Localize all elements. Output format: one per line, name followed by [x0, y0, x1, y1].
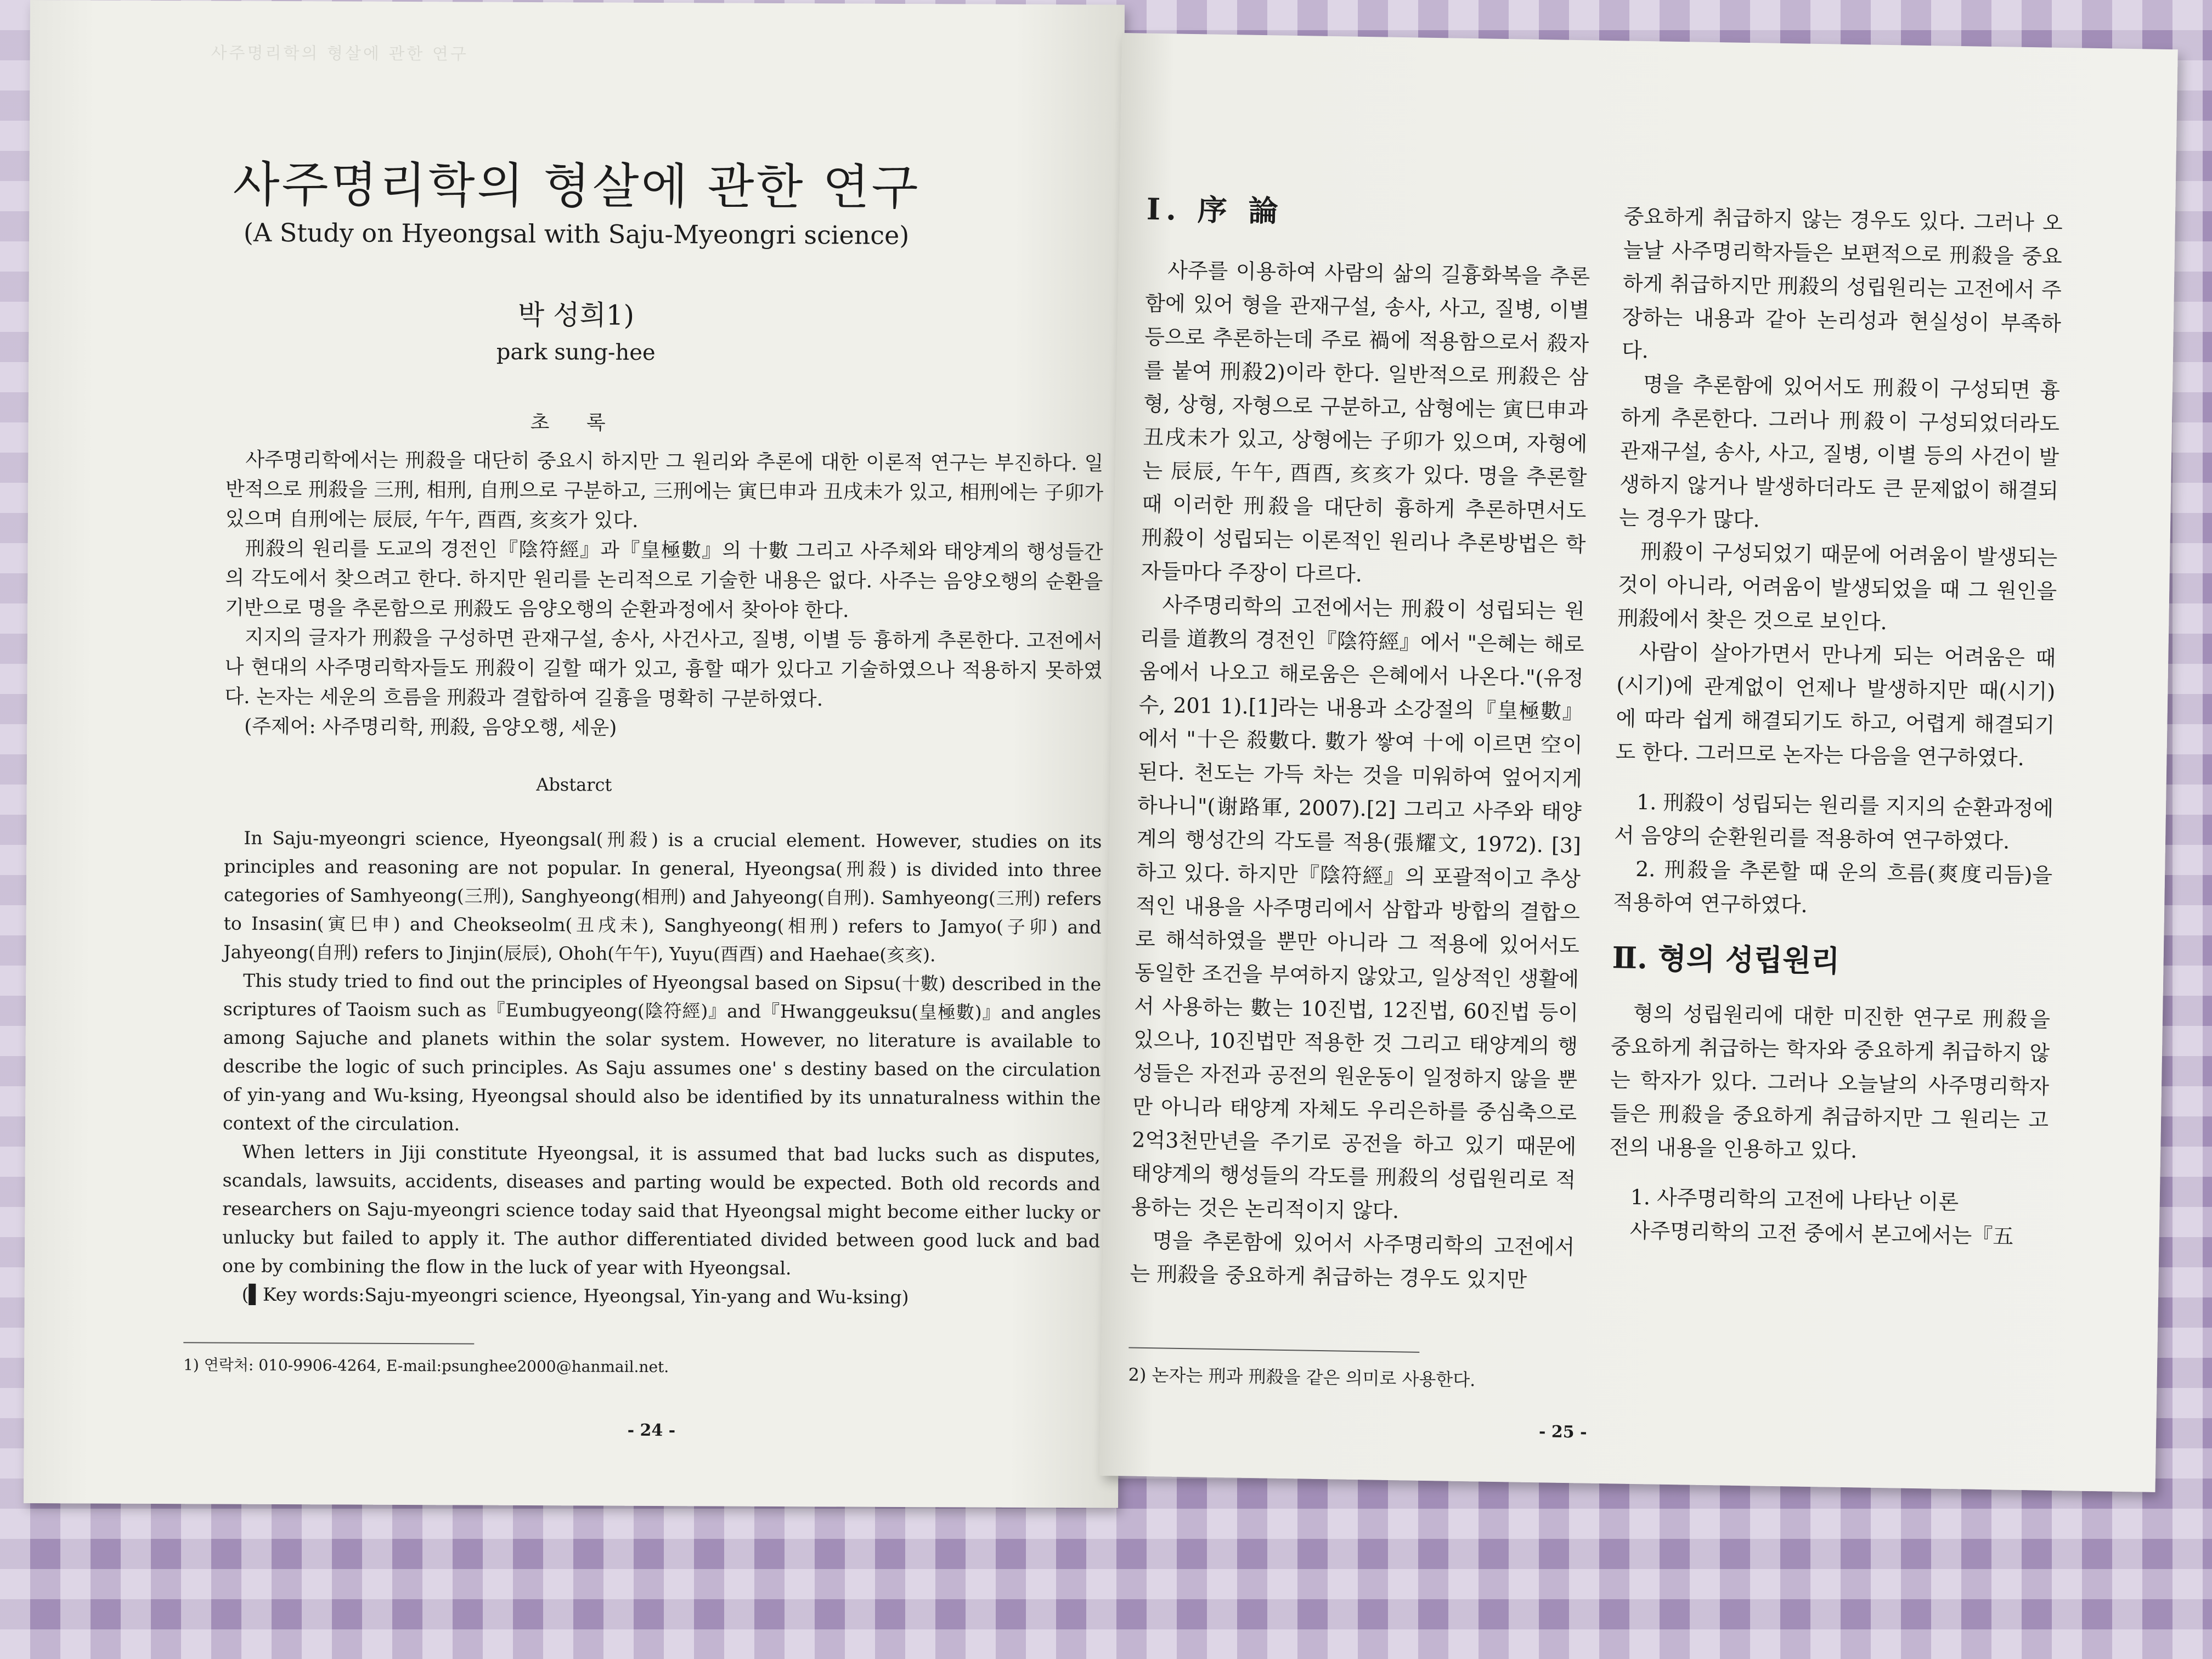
body-paragraph: 명을 추론함에 있어서도 刑殺이 구성되면 흉하게 추론한다. 그러나 刑殺이 구성되었더라도 관재구설, 송사, 사고, 질병, 이별 등의 사건이 발생하지 않거나 발생하더라도 큰 문제없이 해결되는 경우가 많다.	[1618, 372, 2061, 532]
show-through-header: 사주명리학의 형살에 관한 연구	[211, 43, 469, 64]
right-page	[1099, 33, 2178, 1492]
paper-title: 사주명리학의 형살에 관한 연구	[233, 156, 921, 216]
section-heading-2: Ⅱ. 형의 성립원리	[1612, 940, 1840, 979]
body-paragraph: 형의 성립원리에 대한 미진한 연구로 刑殺을 중요하게 취급하는 학자와 중요하게 취급하지 않는 학자가 있다. 그러나 오늘날의 사주명리학자들은 刑殺을 중요하게 취급하지만 그 원리는 고전의 내용을 인용하고 있다.	[1609, 1001, 2051, 1163]
abstract-en-paragraph: When letters in Jiji constitute Hyeongsal, it is assumed that bad lucks such as disputes, scandals, lawsuits, accidents, diseases and parting would be expected. Both old records and researchers on Saju-myeongri science today said that Hyeongsal might become either lucky or unlucky but failed to apply it. The author differentiated divided between good luck and bad one by combining the flow in the luck of year with Hyeongsal.	[222, 1141, 1101, 1279]
body-paragraph: 사람이 살아가면서 만나게 되는 어려움은 때(시기)에 관계없이 언제나 발생하지만 때(시기)에 따라 쉽게 해결되기도 하고, 어렵게 해결되기도 한다. 그러므로 논자는 다음을 연구하였다.	[1615, 639, 2056, 770]
abstract-en-paragraph: This study tried to find out the principles of Hyeongsal based on Sipsu(十數) described in the scriptures of Taoism such as『Eumbugyeong(陰符經)』and『Hwanggeuksu(皇極數)』and angles among Sajuche and planets within the solar system. However, no literature is available to describe the logic of such principles. As Saju assumes one' s destiny based on the circulation of yin-yang and Wu-ksing, Hyeongsal should also be identified by its unnaturalness within the context of the circulation.	[222, 969, 1102, 1135]
author-name: 박 성희1)	[517, 298, 635, 331]
abstract-en-paragraph: In Saju-myeongri science, Hyeongsal(刑殺) is a crucial element. However, studies on its principles and reasoning are not popular. In general, Hyeongsa(刑殺) is divided into three categories of Samhyeong(三刑), Sanghyeong(相刑) and Jahyeong(自刑). Samhyeong(三刑) refers to Insasin(寅巳申) and Cheokseolm(丑戌未), Sanghyeong(相刑) refers to Jamyo(子卯) and Jahyeong(自刑) refers to Jinjin(辰辰), Ohoh(午午), Yuyu(酉酉) and Haehae(亥亥).	[223, 827, 1102, 966]
paper-subtitle: (A Study on Hyeongsal with Saju-Myeongri science)	[243, 217, 910, 250]
column-2	[1607, 200, 2063, 1254]
abstract-paragraph: 지지의 글자가 刑殺을 구성하면 관재구설, 송사, 사건사고, 질병, 이별 등 흉하게 추론한다. 고전에서나 현대의 사주명리학자들도 刑殺이 길할 때가 있고, 흉할 때가 있다고 기술하였으나 적용하지 못하였다. 논자는 세운의 흐름을 刑殺과 결합하여 길흉을 명확히 구분하였다.	[224, 626, 1103, 711]
footnote-rule	[1128, 1347, 1419, 1352]
subsection-heading: 1. 사주명리학의 고전에 나타난 이론	[1630, 1184, 1959, 1215]
abstract-en-heading: Abstarct	[536, 774, 612, 795]
abstract-heading: 초 록	[530, 411, 621, 435]
column-1	[1130, 193, 1591, 1297]
page-number-25: - 25 -	[1538, 1422, 1587, 1442]
abstract-paragraph: 刑殺의 원리를 도교의 경전인『陰符經』과『皇極數』의 十數 그리고 사주체와 태양계의 행성들간의 각도에서 찾으려고 한다. 하지만 원리를 논리적으로 기술한 내용은 없다. 사주는 음양오행의 순환을 기반으로 명을 추론함으로 刑殺도 음양오행의 순환과정에서 찾아야 한다.	[225, 537, 1103, 622]
abstract-korean	[224, 445, 1103, 746]
abstract-english	[222, 824, 1102, 1313]
page-number-24: - 24 -	[627, 1420, 676, 1441]
body-paragraph: 사주명리학의 고전에서는 刑殺이 성립되는 원리를 道教의 경전인『陰符經』에서 "은혜는 해로움에서 나오고 해로움은 은혜에서 나온다."(유정수, 201 1).[1]라는 내용과 소강절의『皇極數』에서 "十은 殺數다. 數가 쌓여 十에 이르면 空이 된다. 천도는 가득 차는 것을 미워하여 엎어지게 하나니"(谢路軍, 2007).[2] 그리고 사주와 태양계의 행성간의 각도를 적용(張耀文, 1972). [3]하고 있다. 하지만『陰符經』의 포괄적이고 추상적인 내용을 사주명리에서 삼합과 방합의 결합으로 해석하였을 뿐만 아니라 그 적용에 있어서도 동일한 조건을 부여하지 않았고, 일상적인 생활에서 사용하는 數는 10진법, 12진법, 60진법 등이 있으나, 10진법만 적용한 것 그리고 태양계의 행성들은 자전과 공전의 원운동이 일정하지 않을 뿐만 아니라 태양계 자체도 우리은하를 중심축으로 2억3천만년을 주기로 공전을 하고 있기 때문에 태양계의 행성들의 각도를 刑殺의 성립원리로 적용하는 것은 논리적이지 않다.	[1131, 592, 1585, 1223]
keywords-english: (▌Key words:Saju-myeongri science, Hyeongsal, Yin-yang and Wu-ksing)	[241, 1283, 909, 1308]
list-item: 2. 刑殺을 추론할 때 운의 흐름(爽度리듬)을 적용하여 연구하였다.	[1612, 856, 2053, 917]
left-page	[24, 0, 1125, 1508]
body-paragraph: 중요하게 취급하지 않는 경우도 있다. 그러나 오늘날 사주명리학자들은 보편적으로 刑殺을 중요하게 취급하지만 刑殺의 성립원리는 고전에서 주장하는 내용과 같아 논리성과 현실성이 부족하다.	[1621, 204, 2063, 363]
body-paragraph: 명을 추론함에 있어서 사주명리학의 고전에서는 刑殺을 중요하게 취급하는 경우도 있지만	[1130, 1228, 1575, 1292]
footnote-rule	[183, 1342, 474, 1344]
body-paragraph: 刑殺이 구성되었기 때문에 어려움이 발생되는 것이 아니라, 어려움이 발생되었을 때 그 원인을 刑殺에서 찾은 것으로 보인다.	[1617, 539, 2058, 635]
footnote-contact: 1) 연락처: 010-9906-4264, E-mail:psunghee2000@hanmail.net.	[183, 1356, 669, 1376]
body-paragraph: 사주를 이용하여 사람의 삶의 길흉화복을 추론함에 있어 형을 관재구설, 송사, 사고, 질병, 이별 등으로 추론하는데 주로 禍에 적용함으로서 殺자를 붙여 刑殺2)이라 한다. 일반적으로 刑殺은 삼형, 상형, 자형으로 구분하고, 삼형에는 寅巳申과 丑戌未가 있고, 상형에는 子卯가 있으며, 자형에는 辰辰, 午午, 酉酉, 亥亥가 있다. 명을 추론할 때 이러한 刑殺을 대단히 흉하게 추론하면서도 刑殺이 성립되는 이론적인 원리나 추론방법은 학자들마다 주장이 다르다.	[1141, 258, 1590, 586]
body-paragraph: 사주명리학의 고전 중에서 본고에서는『五	[1629, 1218, 2014, 1249]
keywords-korean: (주제어: 사주명리학, 刑殺, 음양오행, 세운)	[244, 715, 617, 740]
list-item: 1. 刑殺이 성립되는 원리를 지지의 순환과정에서 음양의 순환원리를 적용하여 연구하였다.	[1613, 789, 2054, 854]
section-heading-intro: Ⅰ. 序 論	[1146, 191, 1284, 229]
abstract-paragraph: 사주명리학에서는 刑殺을 대단히 중요시 하지만 그 원리와 추론에 대한 이론적 연구는 부진하다. 일반적으로 刑殺을 三刑, 相刑, 自刑으로 구분하고, 三刑에는 寅巳申과 丑戌未가 있고, 相刑에는 子卯가 있으며 自刑에는 辰辰, 午午, 酉酉, 亥亥가 있다.	[225, 448, 1104, 532]
footnote-2: 2) 논자는 刑과 刑殺을 같은 의미로 사용한다.	[1128, 1364, 1476, 1391]
author-name-en: park sung-hee	[496, 339, 656, 365]
